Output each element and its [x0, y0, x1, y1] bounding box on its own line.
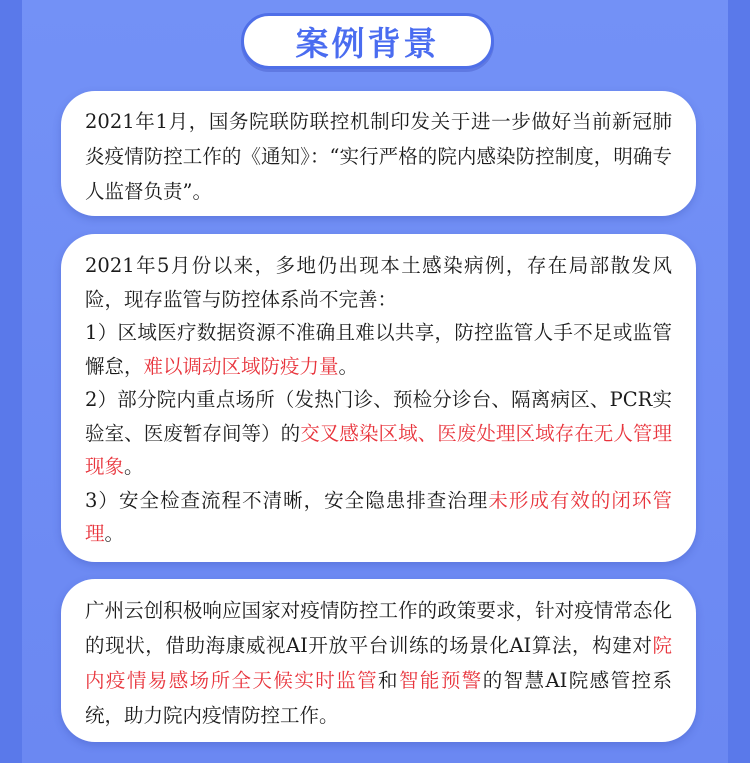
item1-highlight: 难以调动区域防疫力量: [143, 354, 339, 378]
item3-text: 3）安全检查流程不清晰，安全隐患排查治理: [85, 488, 489, 512]
policy-notice-text: 2021年1月，国务院联防联控机制印发关于进一步做好当前新冠肺炎疫情防控工作的《通知》：“实行严格的院内感染防控制度，明确专人监督负责”。: [85, 110, 672, 203]
solution-part1: 广州云创积极响应国家对疫情防控工作的政策要求，针对疫情常态化的现状，借助海康威视AI开放平台训练的场景化AI算法，构建对: [85, 599, 672, 657]
left-border-strip: [0, 0, 22, 763]
solution-card: [61, 579, 696, 742]
solution-part3: 的智慧AI院感管控系统，助力院内疫情防控工作。: [85, 669, 672, 727]
problem-intro: 2021年5月份以来，多地仍出现本土感染病例，存在局部散发风险，现存监管与防控体系尚不完善：: [85, 254, 672, 311]
item2-end: 。: [124, 455, 144, 478]
right-border-strip: [728, 0, 750, 763]
item1-text: 1）区域医疗数据资源不准确且难以共享，防控监管人手不足或监管懈怠，: [85, 321, 672, 378]
item3-end: 。: [104, 522, 125, 545]
item3-highlight: 未形成有效的闭环管理: [85, 488, 672, 545]
page-title: 案例背景: [295, 23, 440, 63]
item1-end: 。: [338, 354, 359, 378]
solution-highlight-warning: 智能预警: [398, 669, 483, 692]
title-banner: [241, 13, 494, 69]
problem-list-card: [61, 234, 696, 562]
policy-notice-card: [61, 91, 696, 216]
solution-part2: 和: [378, 669, 399, 692]
problem-list-text: [85, 249, 672, 551]
item2-text: 2）部分院内重点场所（发热门诊、预检分诊台、隔离病区、PCR实验室、医废暂存间等）的: [85, 388, 672, 445]
solution-highlight-monitoring: 院内疫情易感场所全天候实时监管: [85, 634, 672, 692]
item2-highlight: 交叉感染区域、医废处理区域存在无人管理现象: [85, 421, 672, 478]
solution-text: [85, 593, 672, 733]
